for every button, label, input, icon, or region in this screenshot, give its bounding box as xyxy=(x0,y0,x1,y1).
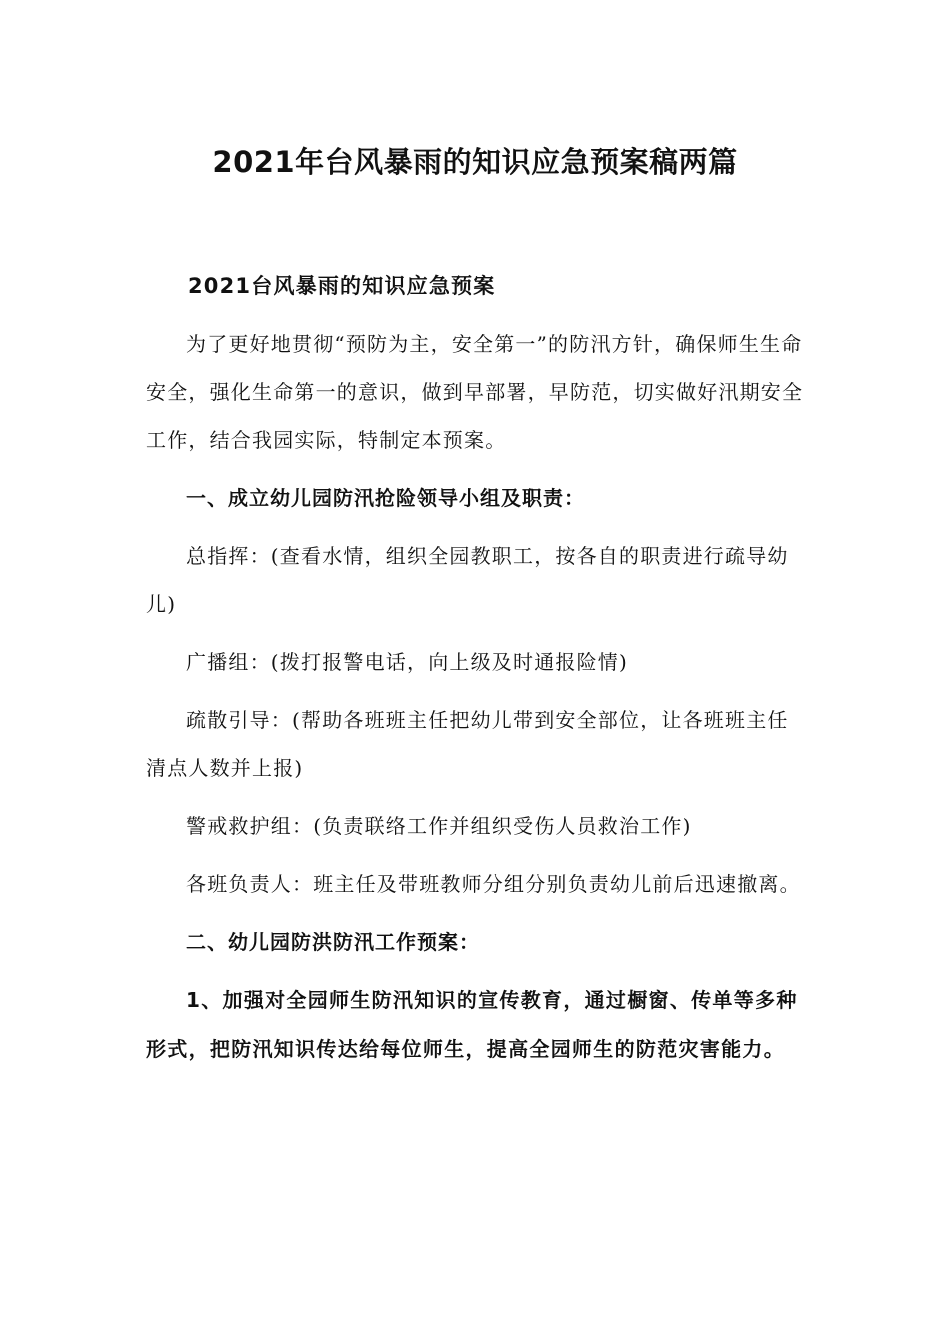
item-1-paragraph: 1、加强对全园师生防汛知识的宣传教育，通过橱窗、传单等多种形式，把防汛知识传达给每位师生，提高全园师生的防范灾害能力。 xyxy=(146,988,798,1061)
intro-paragraph: 为了更好地贯彻“预防为主，安全第一”的防汛方针，确保师生生命安全，强化生命第一的意识，做到早部署，早防范，切实做好汛期安全工作，结合我园实际，特制定本预案。 xyxy=(146,332,804,452)
subtitle-paragraph: 2021台风暴雨的知识应急预案 xyxy=(188,274,496,298)
rescue-paragraph: 警戒救护组：(负责联络工作并组织受伤人员救治工作) xyxy=(186,814,692,838)
section-2-heading: 二、幼儿园防洪防汛工作预案： xyxy=(186,930,480,954)
class-leaders-paragraph: 各班负责人：班主任及带班教师分组分别负责幼儿前后迅速撤离。 xyxy=(186,872,801,896)
commander-paragraph: 总指挥：(查看水情，组织全园教职工，按各自的职责进行疏导幼儿) xyxy=(146,544,789,616)
document-title: 2021年台风暴雨的知识应急预案稿两篇 xyxy=(212,145,738,179)
broadcast-paragraph: 广播组：(拨打报警电话，向上级及时通报险情) xyxy=(186,650,629,674)
evacuation-paragraph: 疏散引导：(帮助各班班主任把幼儿带到安全部位，让各班班主任清点人数并上报) xyxy=(146,708,789,780)
document-body xyxy=(146,262,806,1074)
section-1-heading: 一、成立幼儿园防汛抢险领导小组及职责： xyxy=(186,486,585,510)
